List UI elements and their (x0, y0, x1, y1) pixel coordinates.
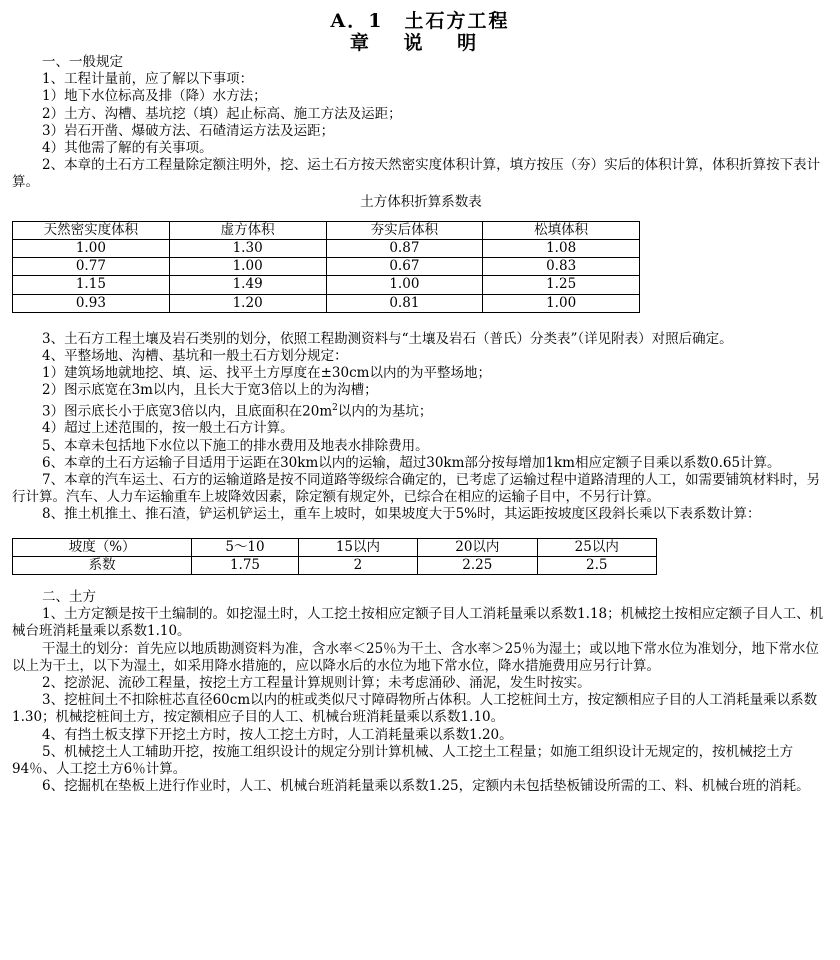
table-header-cell: 15以内 (298, 538, 417, 556)
section-earthwork (0, 589, 840, 795)
slope-coefficient-table (12, 538, 657, 575)
table-row (13, 556, 657, 574)
table-cell: 1.00 (326, 276, 483, 294)
document-body-continued (0, 331, 840, 524)
table-header-row (13, 221, 640, 239)
document-title: A．1 土石方工程 (330, 10, 510, 32)
paragraph-1-item: 1）地下水位标高及排（降）水方法； (42, 88, 267, 105)
earthwork-paragraph-1b: 干湿土的划分：首先应以地质勘测资料为准，含水率＜25％为干土、含水率＞25％为湿土；或以地下常水位为准划分，地下常水位以上为干土，以下为湿土，如采用降水措施的，应以降水后的水位为地下常水位，降水措施费用应另行计算。 (12, 640, 819, 674)
section-heading-general: 一、一般规定 (42, 54, 123, 70)
paragraph-1-intro: 1、工程计量前，应了解以下事项： (42, 71, 254, 88)
earthwork-paragraph-3: 3、挖桩间土不扣除桩芯直径60cm以内的桩或类似尺寸障碍物所占体积。人工挖桩间土方，按定额相应子目的人工消耗量乘以系数1.30；机械挖桩间土方，按定额相应子目的人工、机械台班消耗量乘以系数1.10。 (12, 692, 818, 726)
paragraph-4-intro: 4、平整场地、沟槽、基坑和一般土石方划分规定： (42, 348, 348, 365)
superscript: 2 (332, 402, 338, 413)
paragraph-4-item (12, 400, 830, 421)
table-cell: 1.08 (483, 240, 640, 258)
table-cell: 1.30 (169, 240, 326, 258)
table-cell: 1.00 (169, 258, 326, 276)
paragraph-4-item-text: 3）图示底长小于底宽3倍以内，且底面积在20m (42, 403, 333, 420)
table-cell: 1.49 (169, 276, 326, 294)
volume-conversion-table (12, 221, 640, 313)
volume-table-caption: 土方体积折算系数表 (360, 193, 482, 210)
table-cell: 0.77 (13, 258, 170, 276)
paragraph-3: 3、土石方工程土壤及岩石类别的划分，依照工程勘测资料与“土壤及岩石（普氏）分类表”（详见附表）对照后确定。 (42, 330, 733, 347)
table-row (13, 294, 640, 312)
paragraph-1-item: 4）其他需了解的有关事项。 (42, 140, 213, 157)
table-cell: 0.83 (483, 258, 640, 276)
table-header-cell: 坡度（%） (13, 538, 192, 556)
table-cell: 1.20 (169, 294, 326, 312)
paragraph-4-item: 4）超过上述范围的，按一般土石方计算。 (42, 420, 294, 437)
table-header-cell: 虚方体积 (169, 221, 326, 239)
table-cell: 1.00 (483, 294, 640, 312)
table-row (13, 276, 640, 294)
paragraph-4-item: 1）建筑场地就地挖、填、运、找平土方厚度在±30cm以内的为平整场地； (42, 365, 491, 382)
table-cell: 0.87 (326, 240, 483, 258)
table-cell: 2 (298, 556, 417, 574)
table-header-cell: 夯实后体积 (326, 221, 483, 239)
paragraph-4-item: 2）图示底宽在3m以内，且长大于宽3倍以上的为沟槽； (42, 382, 378, 399)
table-cell: 2.25 (418, 556, 537, 574)
table-row (13, 258, 640, 276)
paragraph-1-item: 2）土方、沟槽、基坑挖（填）起止标高、施工方法及运距； (42, 105, 402, 122)
table-header-cell: 5～10 (192, 538, 298, 556)
table-cell: 2.5 (537, 556, 656, 574)
paragraph-1-item: 3）岩石开凿、爆破方法、石碴清运方法及运距； (42, 122, 335, 139)
earthwork-paragraph-4: 4、有挡土板支撑下开挖土方时，按人工挖土方时，人工消耗量乘以系数1.20。 (42, 726, 513, 743)
table-cell: 0.93 (13, 294, 170, 312)
table-header-row (13, 538, 657, 556)
section-heading-earthwork: 二、土方 (42, 588, 96, 605)
paragraph-5: 5、本章未包括地下水位以下施工的排水费用及地表水排除费用。 (42, 437, 429, 454)
table-cell: 0.81 (326, 294, 483, 312)
table-cell: 0.67 (326, 258, 483, 276)
paragraph-4-item-text: 以内的为基坑； (337, 403, 433, 420)
chapter-subtitle: 章 说 明 (349, 32, 491, 54)
earthwork-paragraph-2: 2、挖淤泥、流砂工程量，按挖土方工程量计算规则计算；未考虑涌砂、涌泥，发生时按实。 (42, 675, 591, 691)
earthwork-paragraph-5: 5、机械挖土人工辅助开挖，按施工组织设计的规定分别计算机械、人工挖土工程量；如施工组织设计无规定的，按机械挖土方94％、人工挖土方6％计算。 (12, 743, 794, 778)
paragraph-8: 8、推土机推土、推石渣，铲运机铲运土，重车上坡时，如果坡度大于5%时，其运距按坡度区段斜长乘以下表系数计算： (42, 506, 761, 523)
table-header-cell: 天然密实度体积 (13, 221, 170, 239)
table-cell: 1.00 (13, 240, 170, 258)
table-cell: 1.75 (192, 556, 298, 574)
table-cell: 1.25 (483, 276, 640, 294)
document-body (0, 54, 840, 211)
table-header-cell: 20以内 (418, 538, 537, 556)
earthwork-paragraph-1: 1、土方定额是按干土编制的。如挖湿土时，人工挖土按相应定额子目人工消耗量乘以系数1.18；机械挖土按相应定额子目人工、机械台班消耗量乘以系数1.10。 (12, 606, 824, 640)
table-header-cell: 松填体积 (483, 221, 640, 239)
table-row (13, 240, 640, 258)
paragraph-2: 2、本章的土石方工程量除定额注明外，挖、运土石方按天然密实度体积计算，填方按压（夯）实后的体积计算，体积折算按下表计算。 (12, 157, 821, 191)
table-cell: 1.15 (13, 276, 170, 294)
table-cell: 系数 (13, 556, 192, 574)
table-header-cell: 25以内 (537, 538, 656, 556)
earthwork-paragraph-6: 6、挖掘机在垫板上进行作业时，人工、机械台班消耗量乘以系数1.25，定额内未包括垫板铺设所需的工、料、机械台班的消耗。 (42, 778, 810, 795)
paragraph-6: 6、本章的土石方运输子目适用于运距在30km以内的运输，超过30km部分按每增加1km相应定额子目乘以系数0.65计算。 (42, 454, 781, 471)
paragraph-7: 7、本章的汽车运土、石方的运输道路是按不同道路等级综合确定的，已考虑了运输过程中道路清理的人工，如需要铺筑材料时，另行计算。汽车、人力车运输重车上坡降效因素，除定额有规定外，已综合在相应的运输子目中，不另行计算。 (12, 471, 821, 506)
